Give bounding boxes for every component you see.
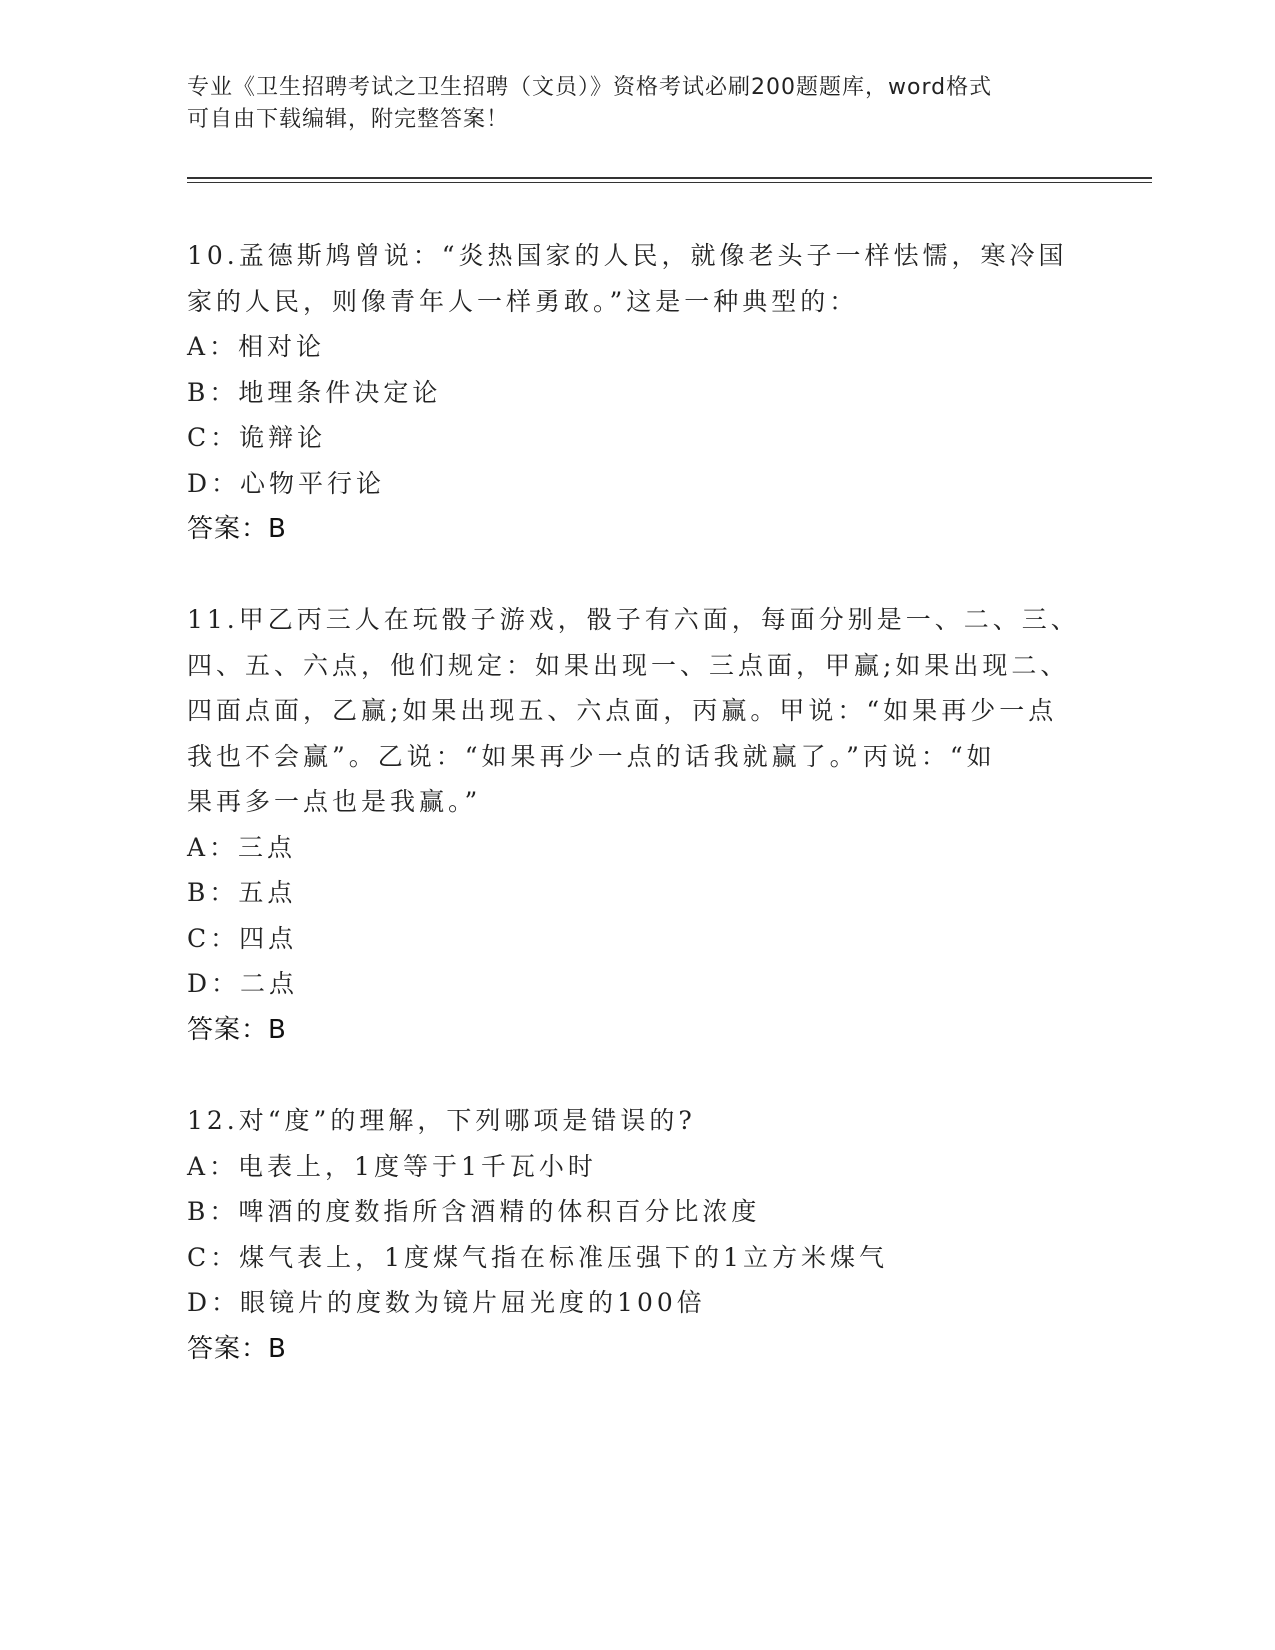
option-b: B：地理条件决定论 — [187, 377, 442, 407]
answer-line: 答案：B — [187, 1014, 287, 1045]
question-stem — [187, 1098, 1087, 1144]
option-b: B：啤酒的度数指所含酒精的体积百分比浓度 — [187, 1197, 761, 1226]
stem-line: 家的人民，则像青年人一样勇敢。”这是一种典型的： — [187, 286, 859, 316]
question-stem — [187, 597, 1087, 825]
option-a: A：电表上，1度等于1千瓦小时 — [187, 1151, 597, 1181]
option-a: A：相对论 — [187, 332, 326, 361]
stem-line: 10.孟德斯鸠曾说：“炎热国家的人民，就像老头子一样怯懦，寒冷国 — [187, 241, 1068, 270]
stem-line: 12.对“度”的理解，下列哪项是错误的? — [187, 1106, 696, 1135]
answer-line: 答案：B — [187, 1333, 287, 1364]
question-10 — [187, 233, 1087, 552]
header-divider-thin — [187, 182, 1152, 183]
header-divider — [187, 177, 1152, 179]
stem-line: 11.甲乙丙三人在玩骰子游戏，骰子有六面，每面分别是一、二、三、 — [187, 605, 1080, 634]
answer-line: 答案：B — [187, 514, 287, 544]
stem-line: 果再多一点也是我赢。” — [187, 787, 482, 816]
question-12 — [187, 1098, 1087, 1372]
option-c: C：四点 — [187, 923, 298, 953]
option-d: D：眼镜片的度数为镜片屈光度的100倍 — [187, 1288, 706, 1317]
option-c: C：诡辩论 — [187, 423, 327, 452]
question-11 — [187, 597, 1087, 1053]
stem-line: 四面点面，乙赢;如果出现五、六点面，丙赢。甲说：“如果再少一点 — [187, 696, 1058, 725]
option-d: D：心物平行论 — [187, 468, 386, 498]
document-header — [187, 72, 1087, 136]
question-stem — [187, 233, 1087, 324]
option-b: B：五点 — [187, 878, 297, 907]
option-d: D：二点 — [187, 969, 299, 998]
stem-line: 四、五、六点，他们规定：如果出现一、三点面，甲赢;如果出现二、 — [187, 650, 1070, 680]
option-a: A：三点 — [187, 832, 297, 862]
stem-line: 我也不会赢”。乙说：“如果再少一点的话我就赢了。”丙说：“如 — [187, 741, 996, 771]
option-c: C：煤气表上，1度煤气指在标准压强下的1立方米煤气 — [187, 1242, 888, 1272]
header-line-2: 可自由下载编辑，附完整答案！ — [187, 107, 510, 132]
header-line-1: 专业《卫生招聘考试之卫生招聘（文员）》资格考试必刷200题题库，word格式 — [187, 75, 993, 100]
